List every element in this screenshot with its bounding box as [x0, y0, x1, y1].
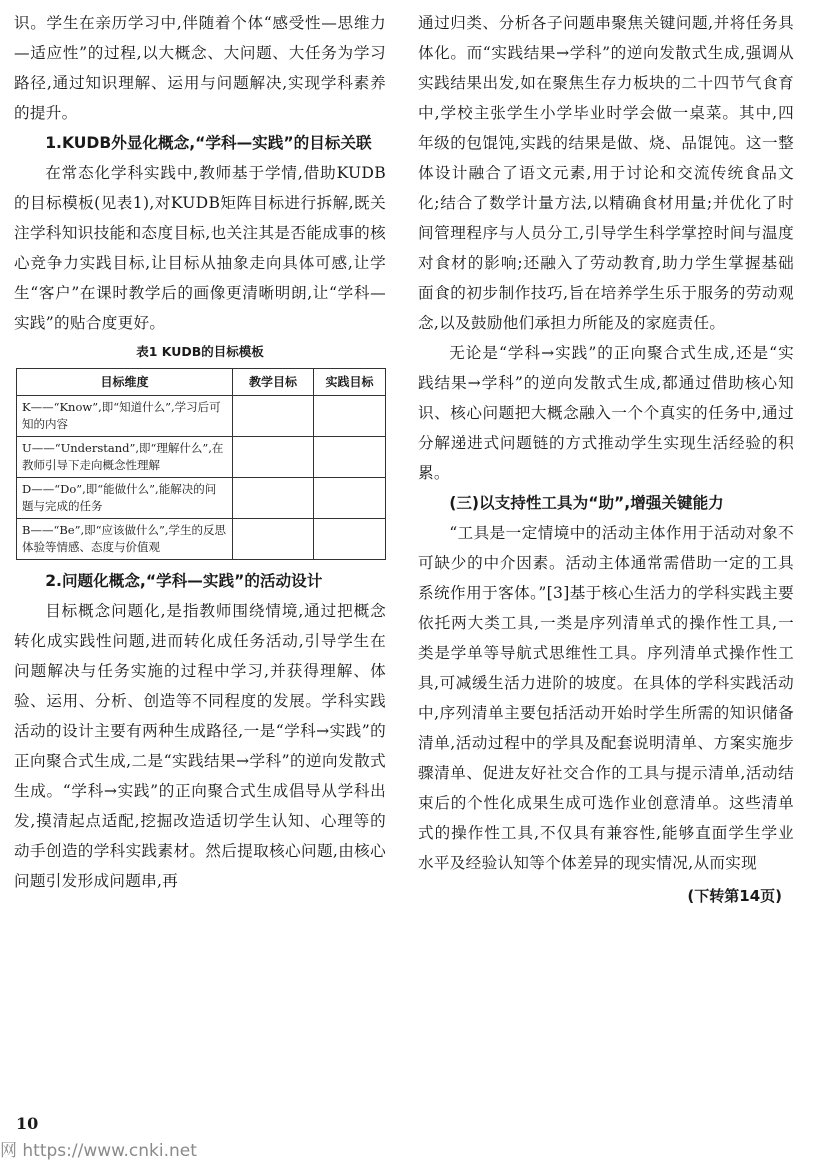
- table-cell: [233, 396, 314, 437]
- table-cell: D——“Do”,即“能做什么”,能解决的问题与完成的任务: [17, 478, 233, 519]
- left-paragraph-3: 目标概念问题化,是指教师围绕情境,通过把概念转化成实践性问题,进而转化成任务活动,引导学生在问题解决与任务实施的过程中学习,并获得理解、体验、运用、分析、创造等不同程度的发展。学科实践活动的设计主要有两种生成路径,一是“学科→实践”的正向聚合式生成,二是“实践结果→学科”的逆向发散式生成。“学科→实践”的正向聚合式生成倡导从学科出发,摸清起点适配,挖掘改造适切学生认知、心理等的动手创造的学科实践素材。然后提取核心问题,由核心问题引发形成问题串,再: [14, 602, 386, 890]
- cnki-watermark: 网 https://www.cnki.net: [0, 1141, 197, 1161]
- table-cell: [314, 519, 386, 560]
- right-paragraph-3: “工具是一定情境中的活动主体作用于活动对象不可缺少的中介因素。活动主体通常需借助一定的工具系统作用于客体。”[3]基于核心生活力的学科实践主要依托两大类工具,一类是序列清单式的操作性工具,一类是学单等导航式思维性工具。序列清单式操作性工具,可减缓生活力进阶的坡度。在具体的学科实践活动中,序列清单主要包括活动开始时学生所需的知识储备清单,活动过程中的学具及配套说明清单、方案实施步骤清单、促进友好社交合作的工具与提示清单,活动结束后的个性化成果生成可选作业创意清单。这些清单式的操作性工具,不仅具有兼容性,能够直面学生学业水平及经验认知等个体差异的现实情况,从而实现: [418, 524, 794, 872]
- table-cell: [314, 396, 386, 437]
- kudb-table: [16, 368, 386, 560]
- section-heading-2: 2.问题化概念,“学科—实践”的活动设计: [45, 572, 323, 590]
- continued-note: (下转第14页): [687, 887, 782, 905]
- right-paragraph-1: 通过归类、分析各子问题串聚焦关键问题,并将任务具体化。而“实践结果→学科”的逆向发散式生成,强调从实践结果出发,如在聚焦生存力板块的二十四节气食育中,学校主张学生小学毕业时学会做一桌菜。其中,四年级的包馄饨,实践的结果是做、烧、品馄饨。这一整体设计融合了语文元素,用于讨论和交流传统食品文化;结合了数学计量方法,以精确食材用量;并优化了时间管理程序与人员分工,引导学生科学掌控时间与温度对食材的影响;还融入了劳动教育,助力学生掌握基础面食的初步制作技巧,旨在培养学生乐于服务的劳动观念,以及鼓励他们承担力所能及的家庭责任。: [418, 14, 794, 332]
- table-row-u: [17, 437, 386, 478]
- table-cell: K——“Know”,即“知道什么”,学习后可知的内容: [17, 396, 233, 437]
- table-row-d: [17, 478, 386, 519]
- table-cell: [314, 437, 386, 478]
- table-cell: [233, 437, 314, 478]
- left-paragraph-1: 识。学生在亲历学习中,伴随着个体“感受性—思维力—适应性”的过程,以大概念、大问题、大任务为学习路径,通过知识理解、运用与问题解决,实现学科素养的提升。: [14, 14, 386, 122]
- table-row-k: [17, 396, 386, 437]
- table-cell: B——“Be”,即“应该做什么”,学生的反思体验等情感、态度与价值观: [17, 519, 233, 560]
- table-cell: U——“Understand”,即“理解什么”,在教师引导下走向概念性理解: [17, 437, 233, 478]
- page-number: 10: [16, 1114, 39, 1133]
- table-cell: [233, 478, 314, 519]
- left-column: [14, 8, 386, 896]
- table-cell: [314, 478, 386, 519]
- table-header-row: [17, 369, 386, 396]
- header-practice-goal: 实践目标: [314, 369, 386, 396]
- right-paragraph-2: 无论是“学科→实践”的正向聚合式生成,还是“实践结果→学科”的逆向发散式生成,都通过借助核心知识、核心问题把大概念融入一个个真实的任务中,通过分解递进式问题链的方式推动学生实现生活经验的积累。: [418, 344, 794, 482]
- section-heading-3: (三)以支持性工具为“助”,增强关键能力: [449, 494, 724, 512]
- header-teaching-goal: 教学目标: [233, 369, 314, 396]
- right-column: [418, 8, 794, 910]
- table-cell: [233, 519, 314, 560]
- header-dimension: 目标维度: [17, 369, 233, 396]
- table-caption: 表1 KUDB的目标模板: [136, 344, 264, 359]
- table-row-b: [17, 519, 386, 560]
- left-paragraph-2: 在常态化学科实践中,教师基于学情,借助KUDB的目标模板(见表1),对KUDB矩阵目标进行拆解,既关注学科知识技能和态度目标,也关注其是否能成事的核心竞争力实践目标,让目标从抽象走向具体可感,让学生“客户”在课时教学后的画像更清晰明朗,让“学科—实践”的贴合度更好。: [14, 164, 386, 332]
- section-heading-1: 1.KUDB外显化概念,“学科—实践”的目标关联: [45, 134, 372, 152]
